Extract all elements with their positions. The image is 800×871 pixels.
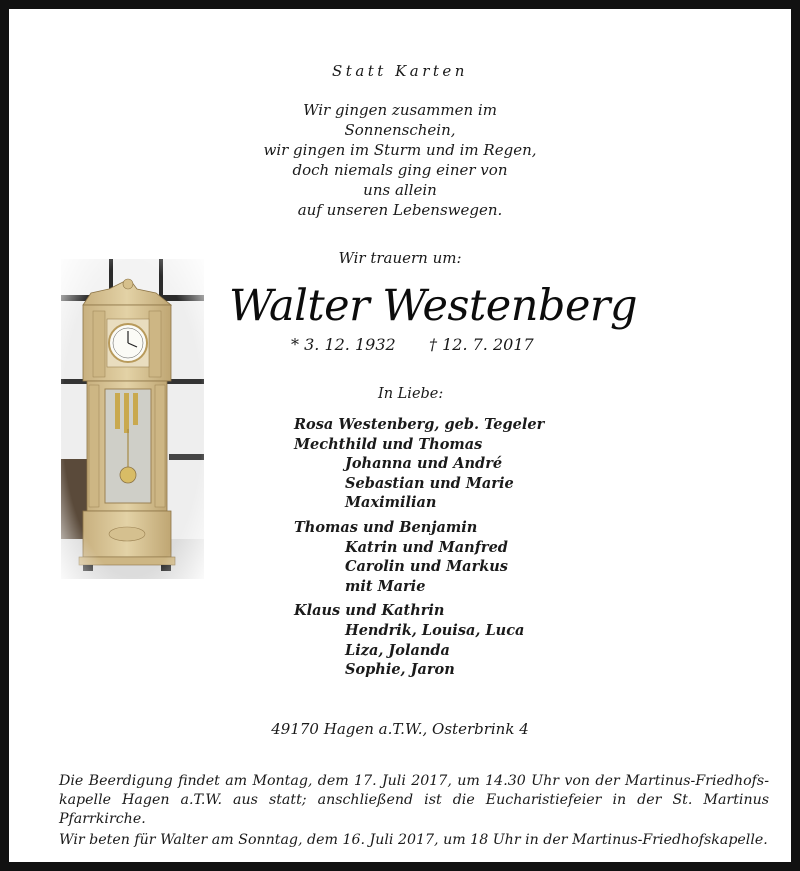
poem-line: uns allein	[363, 181, 437, 199]
family-line: mit Marie	[345, 577, 426, 595]
poem-line: wir gingen im Sturm und im Regen,	[263, 141, 537, 159]
family-list	[294, 415, 544, 680]
family-line: Johanna und André	[345, 455, 503, 473]
family-line: Hendrik, Louisa, Luca	[345, 621, 525, 639]
family-line: Thomas und Benjamin	[294, 518, 478, 536]
family-line: Maximilian	[345, 494, 437, 512]
poem	[9, 100, 791, 220]
family-line: Carolin und Markus	[345, 558, 508, 576]
prayer-paragraph: Wir beten für Walter am Sonntag, dem 16. Juli 2017, um 18 Uhr in der Martinus-Friedhofskapelle.	[59, 832, 768, 848]
birth-date: * 3. 12. 1932	[291, 335, 396, 354]
grandfather-clock-photo	[61, 259, 204, 579]
in-love-heading: In Liebe:	[378, 386, 444, 402]
family-line: Katrin und Manfred	[345, 538, 508, 556]
family-line: Liza, Jolanda	[345, 641, 450, 659]
header-text: Statt Karten	[332, 62, 468, 80]
mourning-line: Wir trauern um:	[338, 249, 462, 267]
address: 49170 Hagen a.T.W., Osterbrink 4	[271, 720, 529, 738]
poem-line: Sonnenschein,	[344, 121, 456, 139]
death-date: † 12. 7. 2017	[429, 335, 534, 354]
funeral-info	[59, 772, 769, 850]
funeral-paragraph: Die Beerdigung findet am Montag, dem 17. Juli 2017, um 14.30 Uhr von der Martinus-Friedhofs-kapelle Hagen a.T.W. aus statt; anschließend ist die Eucharistiefeier in der St. Martinus Pfarrkirche.	[59, 773, 769, 827]
poem-line: auf unseren Lebenswegen.	[297, 201, 503, 219]
family-line: Mechthild und Thomas	[294, 435, 483, 453]
family-line: Rosa Westenberg, geb. Tegeler	[294, 416, 545, 433]
family-line: Sebastian und Marie	[345, 474, 514, 492]
family-line: Sophie, Jaron	[345, 661, 455, 679]
poem-line: doch niemals ging einer von	[292, 161, 508, 179]
family-line: Klaus und Kathrin	[294, 602, 445, 620]
deceased-name: Walter Westenberg	[229, 281, 637, 331]
poem-line: Wir gingen zusammen im	[303, 101, 497, 119]
